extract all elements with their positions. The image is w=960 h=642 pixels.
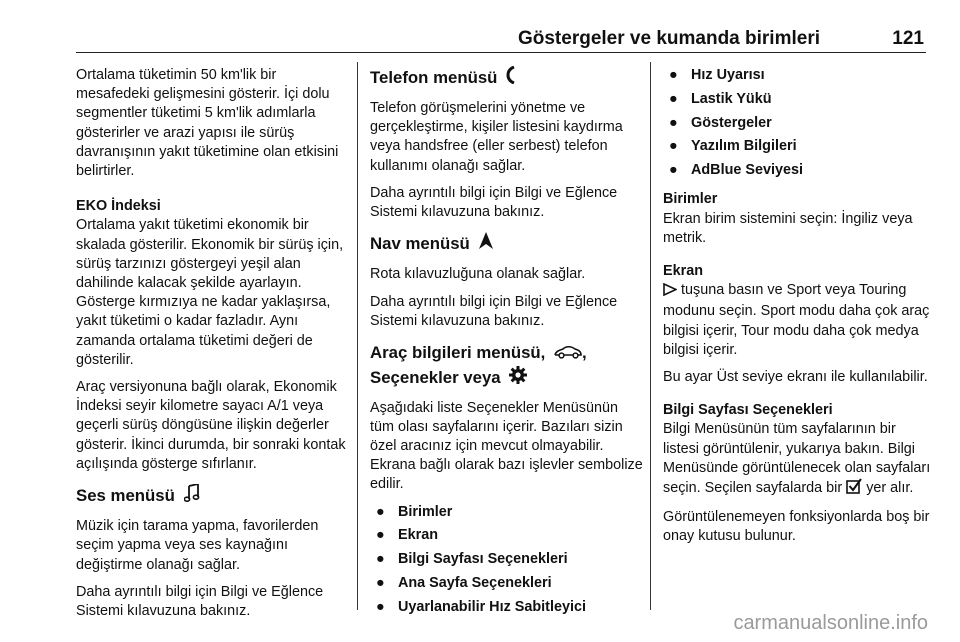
music-note-icon	[184, 484, 200, 509]
audio-menu-heading	[76, 484, 351, 509]
bullet: ●	[376, 574, 385, 591]
paragraph: Aşağıdaki liste Seçenekler Menüsünün tüm olası sayfalarını içerir. Bazıları sizin özel aracınız için mevcut olmayabilir. Ekrana bağlı olarak bazı işlevler sembolize edilir.	[370, 399, 643, 493]
list-item: ● Birimler	[370, 503, 645, 522]
column-divider	[650, 62, 651, 610]
phone-menu-heading	[370, 66, 645, 91]
car-icon	[554, 342, 582, 366]
heading-text: Ses menüsü	[76, 486, 175, 506]
paragraph: Daha ayrıntılı bilgi için Bilgi ve Eğlence Sistemi kılavuzuna bakınız.	[76, 583, 324, 619]
heading-text: Seçenekler veya	[370, 367, 501, 387]
heading-text: Araç bilgileri menüsü,	[370, 342, 546, 362]
options-list-continued	[663, 66, 933, 180]
paragraph: Bu ayar Üst seviye ekranı ile kullanılabilir.	[663, 369, 928, 386]
list-item: ● Bilgi Sayfası Seçenekleri	[370, 550, 645, 569]
page-title: Göstergeler ve kumanda birimleri	[517, 28, 820, 49]
navigation-arrow-icon	[478, 232, 494, 257]
paragraph: Daha ayrıntılı bilgi için Bilgi ve Eğlence Sistemi kılavuzuna bakınız.	[370, 184, 618, 221]
gear-icon	[509, 366, 527, 391]
play-triangle-icon	[663, 283, 677, 302]
list-item: ● AdBlue Seviyesi	[663, 161, 933, 180]
nav-menu-heading	[370, 232, 645, 257]
column-3	[663, 66, 933, 555]
paragraph: Ortalama yakıt tüketimi ekonomik bir skalada gösterilir. Ekonomik bir sürüş için, sürüş tarzınızı göstergeyi yeşil alan dahilinde kalacak şekilde ayarlayın. Gösterge kırmızıya ne kadar yaklaşırsa, yakıt tüketimi o kadar fazladır. Aynı zamanda ortalama tüketimi değeri de gösterilir.	[76, 217, 344, 368]
bullet: ●	[669, 114, 678, 131]
phone-icon	[506, 66, 516, 91]
column-divider	[357, 62, 358, 610]
watermark: carmanualsonline.info	[733, 612, 928, 634]
eko-index-heading: EKO İndeksi	[76, 198, 161, 215]
paragraph: Müzik için tarama yapma, favorilerden seçim yapma veya ses kaynağını değiştirme olanağı sağlar.	[76, 518, 319, 573]
list-item: ● Ana Sayfa Seçenekleri	[370, 574, 645, 593]
bullet: ●	[376, 503, 385, 520]
page-number: 121	[892, 28, 924, 49]
bullet: ●	[376, 527, 385, 544]
heading-text: Nav menüsü	[370, 234, 470, 254]
display-heading: Ekran	[663, 263, 703, 279]
paragraph: Bilgi Menüsünün tüm sayfalarının bir listesi görüntülenir, yukarıya bakın. Bilgi Menüsünde görüntülenecek olan sayfaları seçin. Seçilen sayfalarda bir yer alır.	[663, 420, 933, 500]
paragraph: Telefon görüşmelerini yönetme ve gerçekleştirme, kişiler listesini kaydırma veya handsfree (eller serbest) telefon kullanımı olanağı sağlar.	[370, 100, 623, 174]
list-item: ● Ekran	[370, 526, 645, 545]
options-list	[370, 503, 645, 617]
heading-text: Telefon menüsü	[370, 68, 498, 87]
paragraph: tuşuna basın ve Sport veya Touring modunu seçin. Sport modu daha çok araç bilgisi içerir, Tour modu daha çok medya bilgisi içerir.	[663, 282, 930, 358]
bullet: ●	[669, 162, 678, 179]
list-item: ● Uyarlanabilir Hız Sabitleyici	[370, 598, 645, 617]
column-1	[76, 66, 351, 629]
paragraph: Ortalama tüketimin 50 km'lik bir mesafedeki gelişmesini gösterir. İçi dolu segmentler tüketimi 5 km'lik adımlarla gösterirler ve arazi yapısı ile sürüş davranışının yakıt tüketimine olan etkisini belirtirler.	[76, 67, 339, 180]
checked-box-icon	[846, 478, 862, 500]
column-2	[370, 66, 645, 627]
units-heading: Birimler	[663, 191, 718, 208]
vehicle-info-menu-heading: Araç bilgileri menüsü, , Seçenekler veya	[370, 341, 645, 391]
list-item: ● Hız Uyarısı	[663, 66, 933, 85]
list-item: ● Lastik Yükü	[663, 90, 933, 109]
bullet: ●	[669, 90, 678, 107]
paragraph: Rota kılavuzluğuna olanak sağlar.	[370, 266, 586, 283]
bullet: ●	[376, 551, 385, 568]
page-header	[0, 22, 960, 62]
bullet: ●	[376, 598, 385, 615]
list-item: ● Göstergeler	[663, 114, 933, 133]
paragraph: Görüntülenemeyen fonksiyonlarda boş bir onay kutusu bulunur.	[663, 509, 930, 545]
paragraph: Ekran birim sistemini seçin: İngiliz veya metrik.	[663, 210, 913, 246]
paragraph: Daha ayrıntılı bilgi için Bilgi ve Eğlence Sistemi kılavuzuna bakınız.	[370, 293, 618, 329]
bullet: ●	[669, 138, 678, 155]
bullet: ●	[669, 67, 678, 83]
info-page-options-heading: Bilgi Sayfası Seçenekleri	[663, 402, 833, 419]
header-rule	[76, 52, 926, 53]
list-item: ● Yazılım Bilgileri	[663, 137, 933, 156]
paragraph: Araç versiyonuna bağlı olarak, Ekonomik İndeksi seyir kilometre sayacı A/1 veya geçerli sürüş döngüsüne ilişkin değerler gösterir. İkinci durumda, bir sonraki kontak açılışında gösterge sıfırlanır.	[76, 379, 346, 472]
